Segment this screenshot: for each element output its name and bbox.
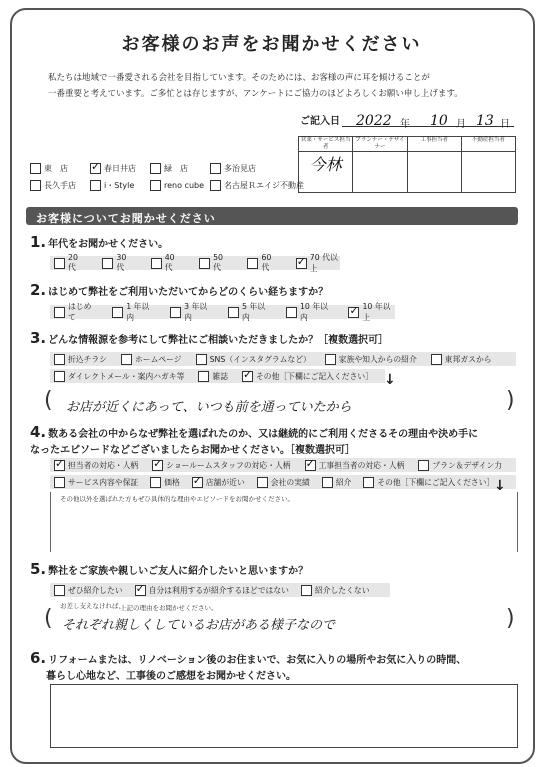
q5-option-label: ぜひ紹介したい — [68, 585, 123, 595]
q4-option-label: プラン＆デザイン力 — [432, 460, 502, 470]
q2-option-label: 5 年以内 — [242, 302, 266, 322]
intro-line-2: 一番重要と考えています。ご多忙とは存じますが、アンケートにご協力のほどよろしくお願い申し上げます。 — [48, 89, 463, 99]
question-6-number: 6. — [30, 649, 47, 667]
q4-option-label: サービス内容や保証 — [68, 477, 139, 487]
q3-checkbox[interactable] — [196, 354, 207, 365]
right-bracket: ) — [506, 606, 515, 631]
store-label: reno cube — [164, 181, 205, 190]
store-option[interactable] — [30, 163, 68, 174]
question-3 — [30, 329, 388, 347]
q1-checkbox[interactable] — [102, 258, 113, 269]
q3-option[interactable] — [54, 371, 184, 382]
store-checkbox[interactable] — [210, 180, 221, 191]
q4-option[interactable] — [54, 477, 138, 488]
q3-option[interactable] — [121, 354, 182, 365]
question-5 — [30, 560, 308, 578]
question-3-number: 3. — [30, 329, 47, 347]
q3-option-label: 折込チラシ — [68, 354, 107, 364]
q3-answer[interactable]: お店が近くにあって、いつも前を通っていたから — [66, 400, 352, 415]
date-year[interactable]: 2022 — [356, 113, 392, 129]
q2-option-label: 3 年以内 — [184, 302, 208, 322]
store-label: i・Style — [104, 181, 135, 190]
q4-option[interactable] — [418, 460, 502, 471]
q4-option[interactable] — [363, 477, 494, 488]
q3-option[interactable] — [196, 354, 311, 365]
q5-checkbox[interactable] — [301, 585, 312, 596]
question-2-text: はじめて弊社をご利用いただいてからどのくらい経ちますか？ — [48, 287, 329, 298]
question-6 — [30, 650, 466, 685]
q1-checkbox[interactable] — [247, 258, 258, 269]
q1-option-label: 70 代以上 — [309, 253, 338, 273]
q2-option[interactable] — [170, 301, 212, 323]
q4-checkbox[interactable] — [192, 477, 203, 488]
question-6-text-2: 暮らし心地など、工事後のご感想をお聞かせください。 — [46, 671, 296, 682]
q4-option[interactable] — [192, 477, 245, 488]
store-label: 東 店 — [44, 164, 68, 173]
store-option[interactable] — [30, 180, 76, 191]
q4-note: その他以外を選ばれた方もぜひ具体的な理由やエピソードをお聞かせください。 — [60, 495, 294, 503]
q5-checkbox[interactable] — [54, 585, 65, 596]
q3-option[interactable] — [242, 371, 373, 382]
question-1-number: 1. — [30, 233, 47, 251]
q1-option-label: 20 代 — [68, 253, 78, 272]
q5-note-2: 上記の理由をお聞かせください。 — [120, 604, 218, 612]
q1-option-label: 60 代 — [261, 253, 272, 272]
q3-option-label: ホームページ — [134, 354, 182, 364]
q2-checkbox[interactable] — [112, 307, 123, 318]
q4-checkbox[interactable] — [150, 477, 161, 488]
q2-checkbox[interactable] — [228, 307, 239, 318]
store-checkbox[interactable] — [90, 180, 101, 191]
arrow-down-icon: ↓ — [494, 478, 506, 494]
q5-checkbox[interactable] — [135, 585, 146, 596]
question-5-text: 弊社をご家族や親しいご友人に紹介したいと思いますか？ — [48, 566, 309, 577]
store-checkbox[interactable] — [30, 163, 41, 174]
q2-option[interactable] — [112, 301, 154, 323]
date-day-unit: 日 — [500, 119, 510, 130]
q2-checkbox[interactable] — [170, 307, 181, 318]
store-option[interactable] — [90, 180, 134, 191]
q2-checkbox[interactable] — [348, 307, 359, 318]
q3-checkbox[interactable] — [198, 371, 209, 382]
q1-checkbox[interactable] — [296, 258, 307, 269]
q2-checkbox[interactable] — [286, 307, 297, 318]
q5-options — [50, 583, 390, 597]
date-day[interactable]: 13 — [476, 113, 494, 129]
q4-checkbox[interactable] — [152, 460, 163, 471]
q2-option[interactable] — [228, 301, 270, 323]
q3-checkbox[interactable] — [325, 354, 336, 365]
left-bracket: ( — [44, 388, 53, 413]
q3-checkbox[interactable] — [242, 371, 253, 382]
q4-option-label: その他［下欄にご記入ください］ — [377, 477, 495, 487]
question-4 — [30, 424, 478, 459]
q5-option-label: 自分は利用するが紹介するほどではない — [148, 585, 289, 595]
question-2-number: 2. — [30, 281, 47, 299]
staff-header-planner: プランナー・デザイナー — [353, 137, 407, 152]
staff-value-planner[interactable] — [353, 152, 407, 193]
arrow-down-icon: ↓ — [384, 372, 396, 388]
question-5-number: 5. — [30, 560, 47, 578]
q3-options-row-1 — [50, 352, 516, 366]
q5-option[interactable] — [301, 585, 370, 596]
q5-option[interactable] — [54, 585, 123, 596]
store-option[interactable] — [210, 180, 304, 191]
q4-option-label: 紹介 — [335, 477, 352, 487]
right-bracket: ) — [506, 388, 515, 413]
q2-option[interactable] — [286, 301, 333, 323]
staff-value-sales[interactable]: 今林 — [299, 152, 353, 193]
store-checkbox[interactable] — [210, 163, 221, 174]
q2-option-label: 10 年以内 — [299, 302, 328, 322]
q4-option[interactable] — [150, 477, 180, 488]
q4-option-label: ショールームスタッフの対応・人柄 — [166, 460, 291, 470]
date-year-unit: 年 — [400, 119, 410, 130]
store-option[interactable] — [150, 163, 188, 174]
question-4-text-2: なったエピソードなどございましたらお聞かせください。［複数選択可］ — [30, 445, 355, 456]
q4-option[interactable] — [322, 477, 352, 488]
question-4-number: 4. — [30, 423, 47, 441]
left-bracket: ( — [44, 606, 53, 631]
q4-checkbox[interactable] — [305, 460, 316, 471]
store-option[interactable] — [210, 163, 256, 174]
staff-header-realestate: 不動産担当者 — [461, 137, 515, 152]
staff-table — [298, 136, 516, 193]
q3-option-label: 東邦ガスから — [444, 354, 492, 364]
q2-option-label: 10 年以上 — [362, 302, 391, 322]
question-2 — [30, 281, 328, 299]
q4-checkbox[interactable] — [418, 460, 429, 471]
q3-option-label: 雑誌 — [212, 371, 228, 381]
q3-checkbox[interactable] — [54, 354, 65, 365]
store-label: 春日井店 — [104, 164, 136, 173]
q3-option-label: 家族や知人からの紹介 — [338, 354, 417, 364]
q1-option[interactable] — [199, 253, 229, 273]
q3-option-label: ダイレクトメール・案内ハガキ等 — [68, 371, 185, 381]
q4-option-label: 工事担当者の対応・人柄 — [318, 460, 405, 470]
q4-answer-box[interactable] — [50, 492, 518, 552]
date-label: ご記入日 — [300, 116, 340, 127]
store-checkbox[interactable] — [150, 180, 161, 191]
q1-options — [50, 253, 340, 273]
q5-option-label: 紹介したくない — [314, 585, 370, 595]
q2-checkbox[interactable] — [54, 307, 65, 318]
q3-checkbox[interactable] — [431, 354, 442, 365]
date-month-unit: 月 — [456, 119, 466, 130]
staff-value-realestate[interactable] — [461, 152, 515, 193]
q1-option-label: 50 代 — [213, 253, 223, 272]
q3-option-label: SNS（インスタグラムなど） — [209, 354, 311, 364]
q2-option[interactable] — [348, 301, 395, 323]
question-3-text: どんな情報源を参考にして弊社にご相談いただきましたか？［複数選択可］ — [48, 335, 389, 346]
store-option[interactable] — [90, 163, 136, 174]
q4-option[interactable] — [54, 460, 138, 471]
question-1-text: 年代をお聞かせください。 — [48, 239, 169, 250]
q1-option-label: 40 代 — [164, 253, 175, 272]
q3-option[interactable] — [198, 371, 228, 382]
store-option[interactable] — [150, 180, 204, 191]
q4-checkbox[interactable] — [257, 477, 268, 488]
q1-option-label: 30 代 — [116, 253, 127, 272]
q4-checkbox[interactable] — [322, 477, 333, 488]
q2-options — [50, 302, 395, 322]
question-4-text-1: 数ある会社の中からなぜ弊社を選ばれたのか、又は継続的にご利用くださるその理由や決め手に — [48, 429, 479, 440]
store-checkbox[interactable] — [90, 163, 101, 174]
q4-option[interactable] — [152, 460, 290, 471]
staff-value-construction[interactable] — [407, 152, 461, 193]
q5-note-1: お差し支えなければ、 — [60, 602, 125, 610]
q1-checkbox[interactable] — [54, 258, 65, 269]
q4-checkbox[interactable] — [363, 477, 374, 488]
q4-option-label: 担当者の対応・人柄 — [68, 460, 139, 470]
store-checkbox[interactable] — [30, 180, 41, 191]
q4-options-row-2 — [50, 475, 516, 489]
q3-option-label: その他［下欄にご記入ください］ — [256, 371, 373, 381]
q1-option[interactable] — [151, 253, 181, 273]
q3-checkbox[interactable] — [54, 371, 65, 382]
q4-checkbox[interactable] — [54, 460, 65, 471]
q2-option-label: はじめて — [68, 302, 92, 322]
intro-line-1: 私たちは地域で一番愛される会社を目指しています。そのためには、お客様の声に耳を傾けることが — [48, 73, 430, 83]
page-title: お客様のお声をお聞かせください — [121, 34, 422, 55]
section-header — [26, 207, 518, 225]
section-header-text: お客様についてお聞かせください — [36, 212, 216, 225]
q4-option-label: 価格 — [164, 477, 180, 487]
q3-option[interactable] — [431, 354, 492, 365]
q4-option[interactable] — [305, 460, 405, 471]
q3-option[interactable] — [325, 354, 417, 365]
q4-option-label: 会社の実績 — [270, 477, 310, 487]
q1-checkbox[interactable] — [151, 258, 162, 269]
q1-option[interactable] — [296, 252, 340, 274]
q4-options-row-1 — [50, 458, 516, 472]
q3-option[interactable] — [54, 354, 107, 365]
store-label: 多治見店 — [224, 164, 256, 173]
q4-option[interactable] — [257, 477, 310, 488]
staff-header-construction: 工事担当者 — [407, 137, 461, 152]
store-checkbox[interactable] — [150, 163, 161, 174]
q5-answer[interactable]: それぞれ親しくしているお店がある様子なので — [62, 618, 336, 633]
store-label: 長久手店 — [44, 181, 76, 190]
q6-answer-box[interactable] — [50, 684, 518, 748]
q2-option[interactable] — [54, 301, 96, 323]
staff-header-sales: 営業・サービス担当者 — [299, 137, 353, 152]
q3-checkbox[interactable] — [121, 354, 132, 365]
q1-option[interactable] — [102, 253, 132, 273]
q4-checkbox[interactable] — [54, 477, 65, 488]
question-6-text-1: リフォームまたは、リノベーション後のお住まいで、お気に入りの場所やお気に入りの時間、 — [48, 655, 467, 666]
store-label: 緑 店 — [164, 164, 188, 173]
q5-option[interactable] — [135, 585, 289, 596]
question-1 — [30, 233, 168, 251]
q1-option[interactable] — [247, 253, 277, 273]
q2-option-label: 1 年以内 — [126, 302, 150, 322]
q1-option[interactable] — [54, 253, 84, 273]
store-label: 名古屋Ｒエイジ不動産 — [224, 181, 304, 190]
intro-text — [48, 70, 508, 102]
q1-checkbox[interactable] — [199, 258, 210, 269]
q4-option-label: 店舗が近い — [205, 477, 245, 487]
date-month[interactable]: 10 — [430, 113, 448, 129]
q3-options-row-2 — [50, 369, 385, 383]
